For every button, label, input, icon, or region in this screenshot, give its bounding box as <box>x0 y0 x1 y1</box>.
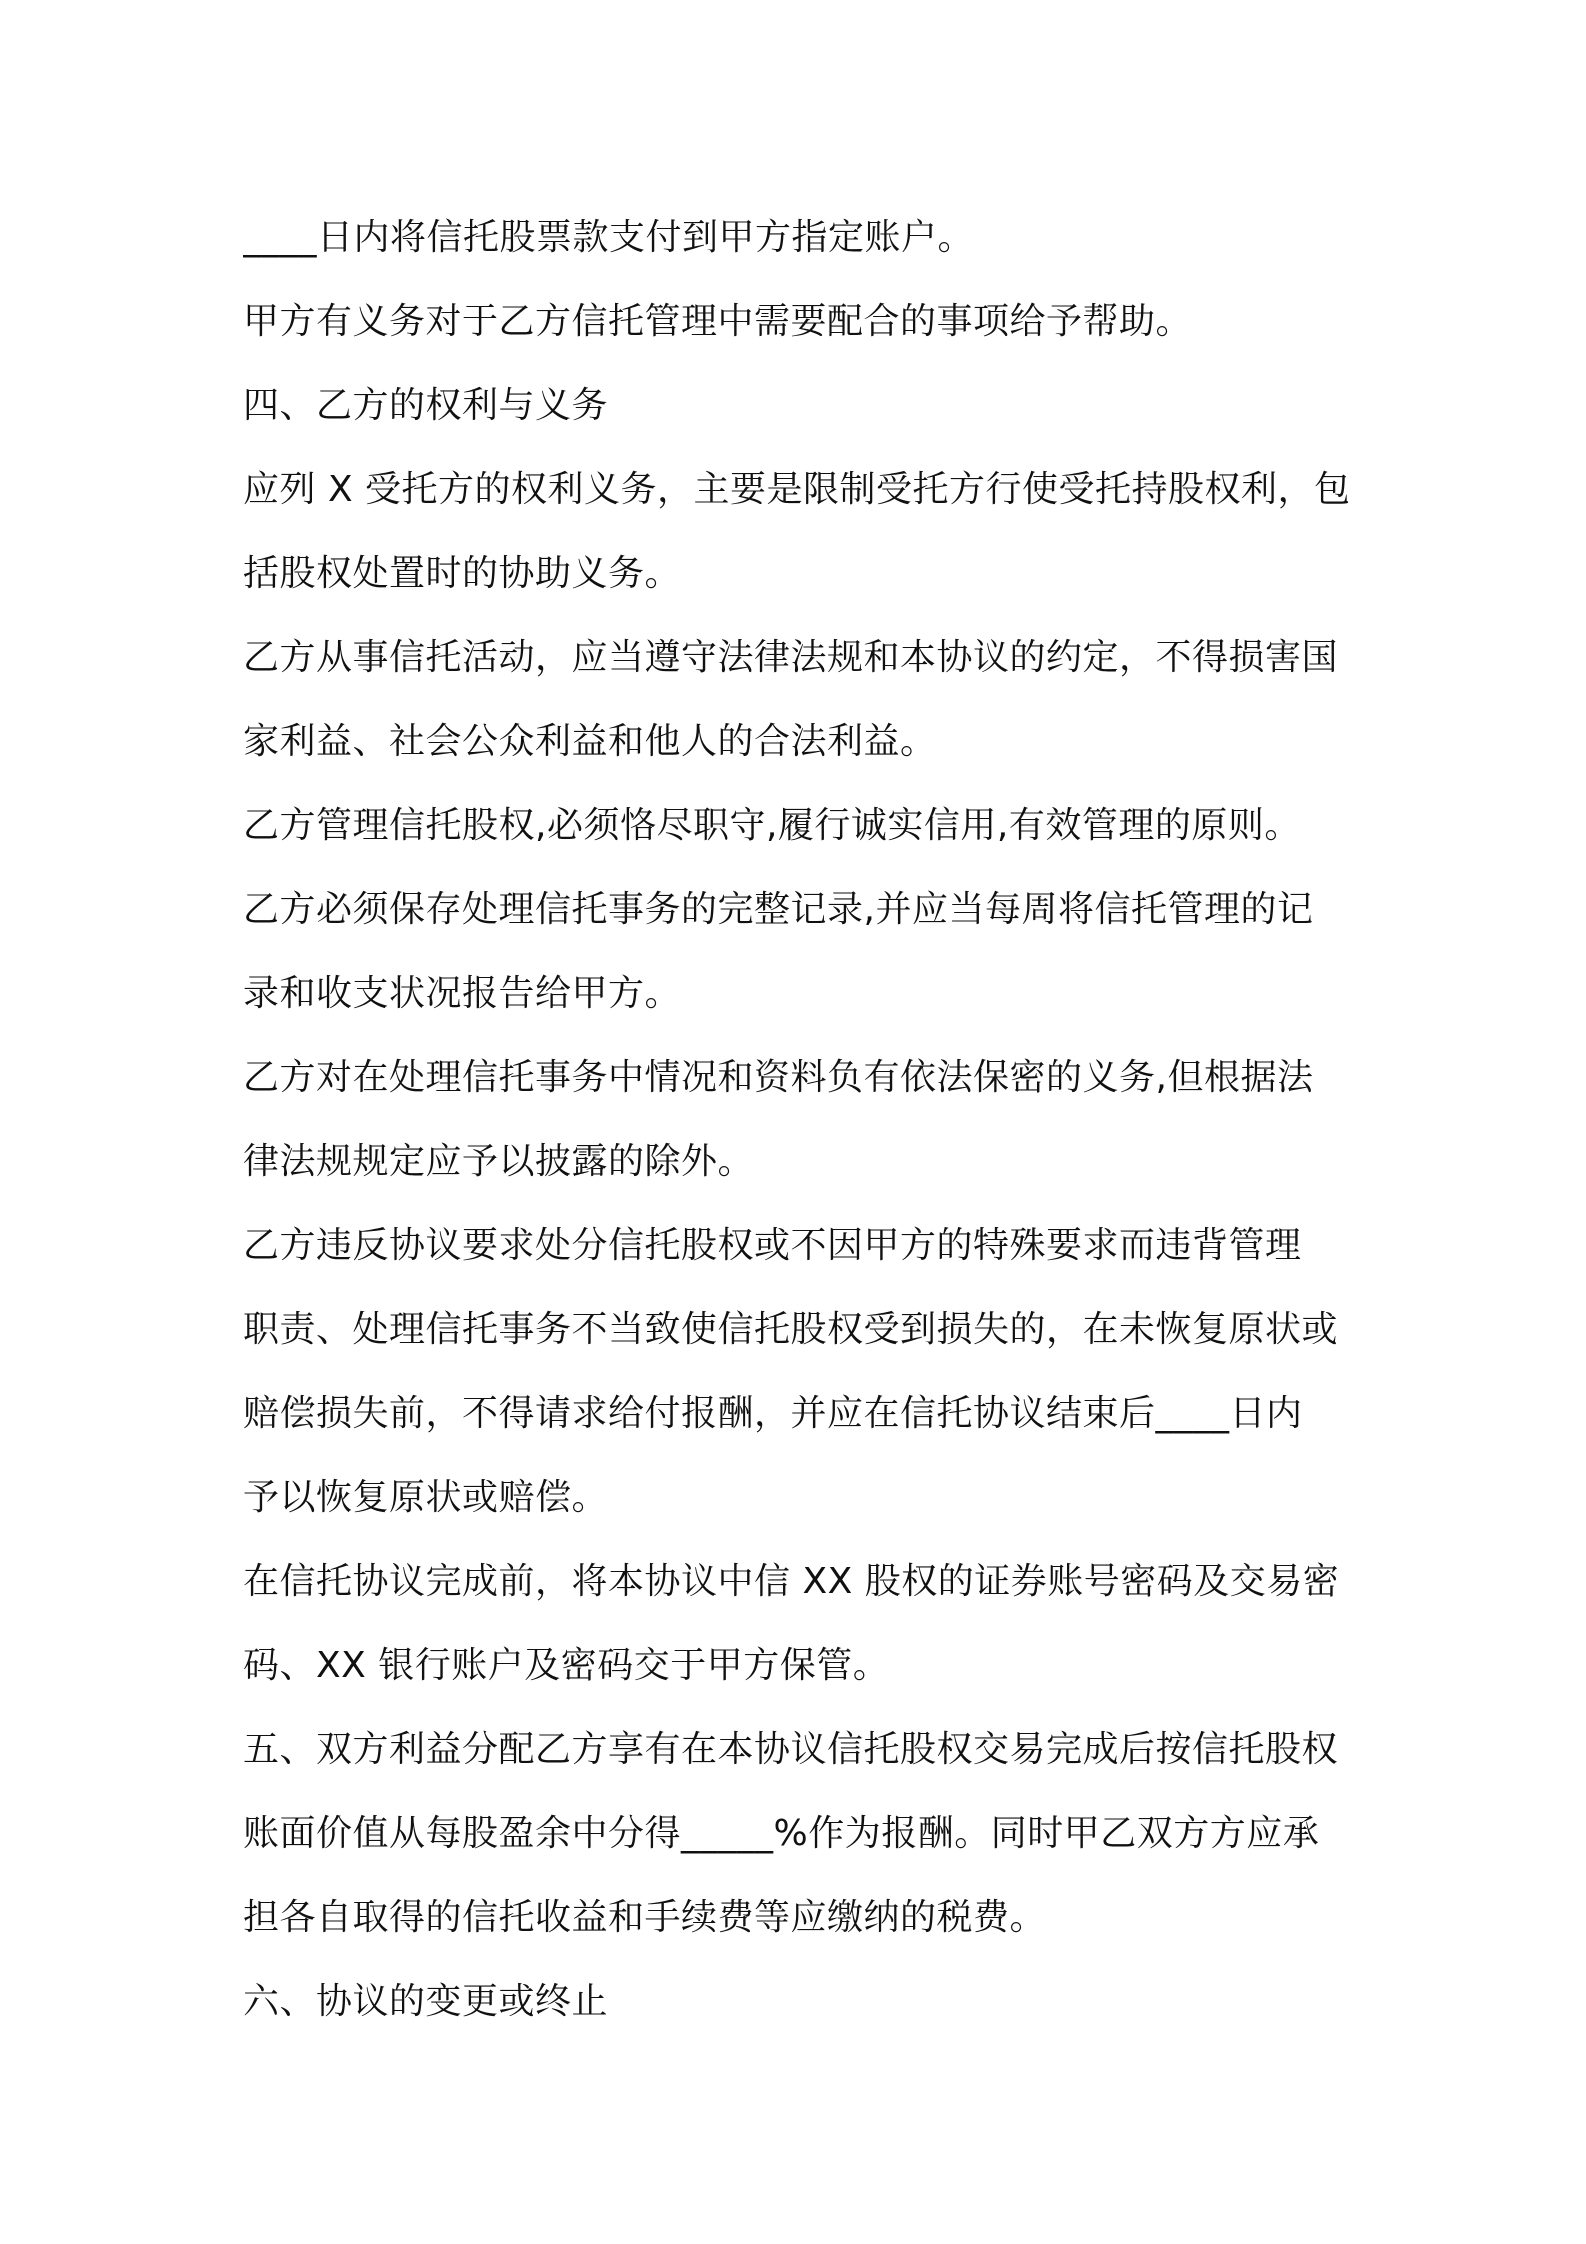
breach-line-3: 赔偿损失前，不得请求给付报酬，并应在信托协议结束后____日内 <box>243 1393 1303 1434</box>
breach-line-2: 职责、处理信托事务不当致使信托股权受到损失的，在未恢复原状或 <box>243 1309 1339 1350</box>
payment-deadline-line: ____日内将信托股票款支付到甲方指定账户。 <box>243 217 975 258</box>
document-body <box>243 196 1355 2044</box>
breach-line-4: 予以恢复原状或赔偿。 <box>243 1477 609 1518</box>
party-a-obligation-line: 甲方有义务对于乙方信托管理中需要配合的事项给予帮助。 <box>243 301 1193 342</box>
account-handover-line-2: 码、XX 银行账户及密码交于甲方保管。 <box>243 1645 890 1686</box>
section-six-heading: 六、协议的变更或终止 <box>243 1981 609 2022</box>
record-keeping-line-2: 录和收支状况报告给甲方。 <box>243 973 682 1014</box>
section-four-heading: 四、乙方的权利与义务 <box>243 385 609 426</box>
account-handover-line-1: 在信托协议完成前，将本协议中信 XX 股权的证券账号密码及交易密 <box>243 1561 1340 1602</box>
breach-line-1: 乙方违反协议要求处分信托股权或不因甲方的特殊要求而违背管理 <box>243 1225 1302 1266</box>
section-five-line-3: 担各自取得的信托收益和手续费等应缴纳的税费。 <box>243 1897 1047 1938</box>
trustee-rights-line-1: 应列 X 受托方的权利义务，主要是限制受托方行使受托持股权利，包 <box>243 469 1351 510</box>
section-five-line-1: 五、双方利益分配乙方享有在本协议信托股权交易完成后按信托股权 <box>243 1729 1339 1770</box>
management-principle-line: 乙方管理信托股权,必须恪尽职守,履行诚实信用,有效管理的原则。 <box>243 805 1301 846</box>
compliance-line-2: 家利益、社会公众利益和他人的合法利益。 <box>243 721 937 762</box>
compliance-line-1: 乙方从事信托活动，应当遵守法律法规和本协议的约定，不得损害国 <box>243 637 1339 678</box>
confidentiality-line-2: 律法规规定应予以披露的除外。 <box>243 1141 755 1182</box>
section-five-line-2: 账面价值从每股盈余中分得_____%作为报酬。同时甲乙双方方应承 <box>243 1813 1320 1854</box>
record-keeping-line-1: 乙方必须保存处理信托事务的完整记录,并应当每周将信托管理的记 <box>243 889 1314 930</box>
confidentiality-line-1: 乙方对在处理信托事务中情况和资料负有依法保密的义务,但根据法 <box>243 1057 1314 1098</box>
trustee-rights-line-2: 括股权处置时的协助义务。 <box>243 553 682 594</box>
